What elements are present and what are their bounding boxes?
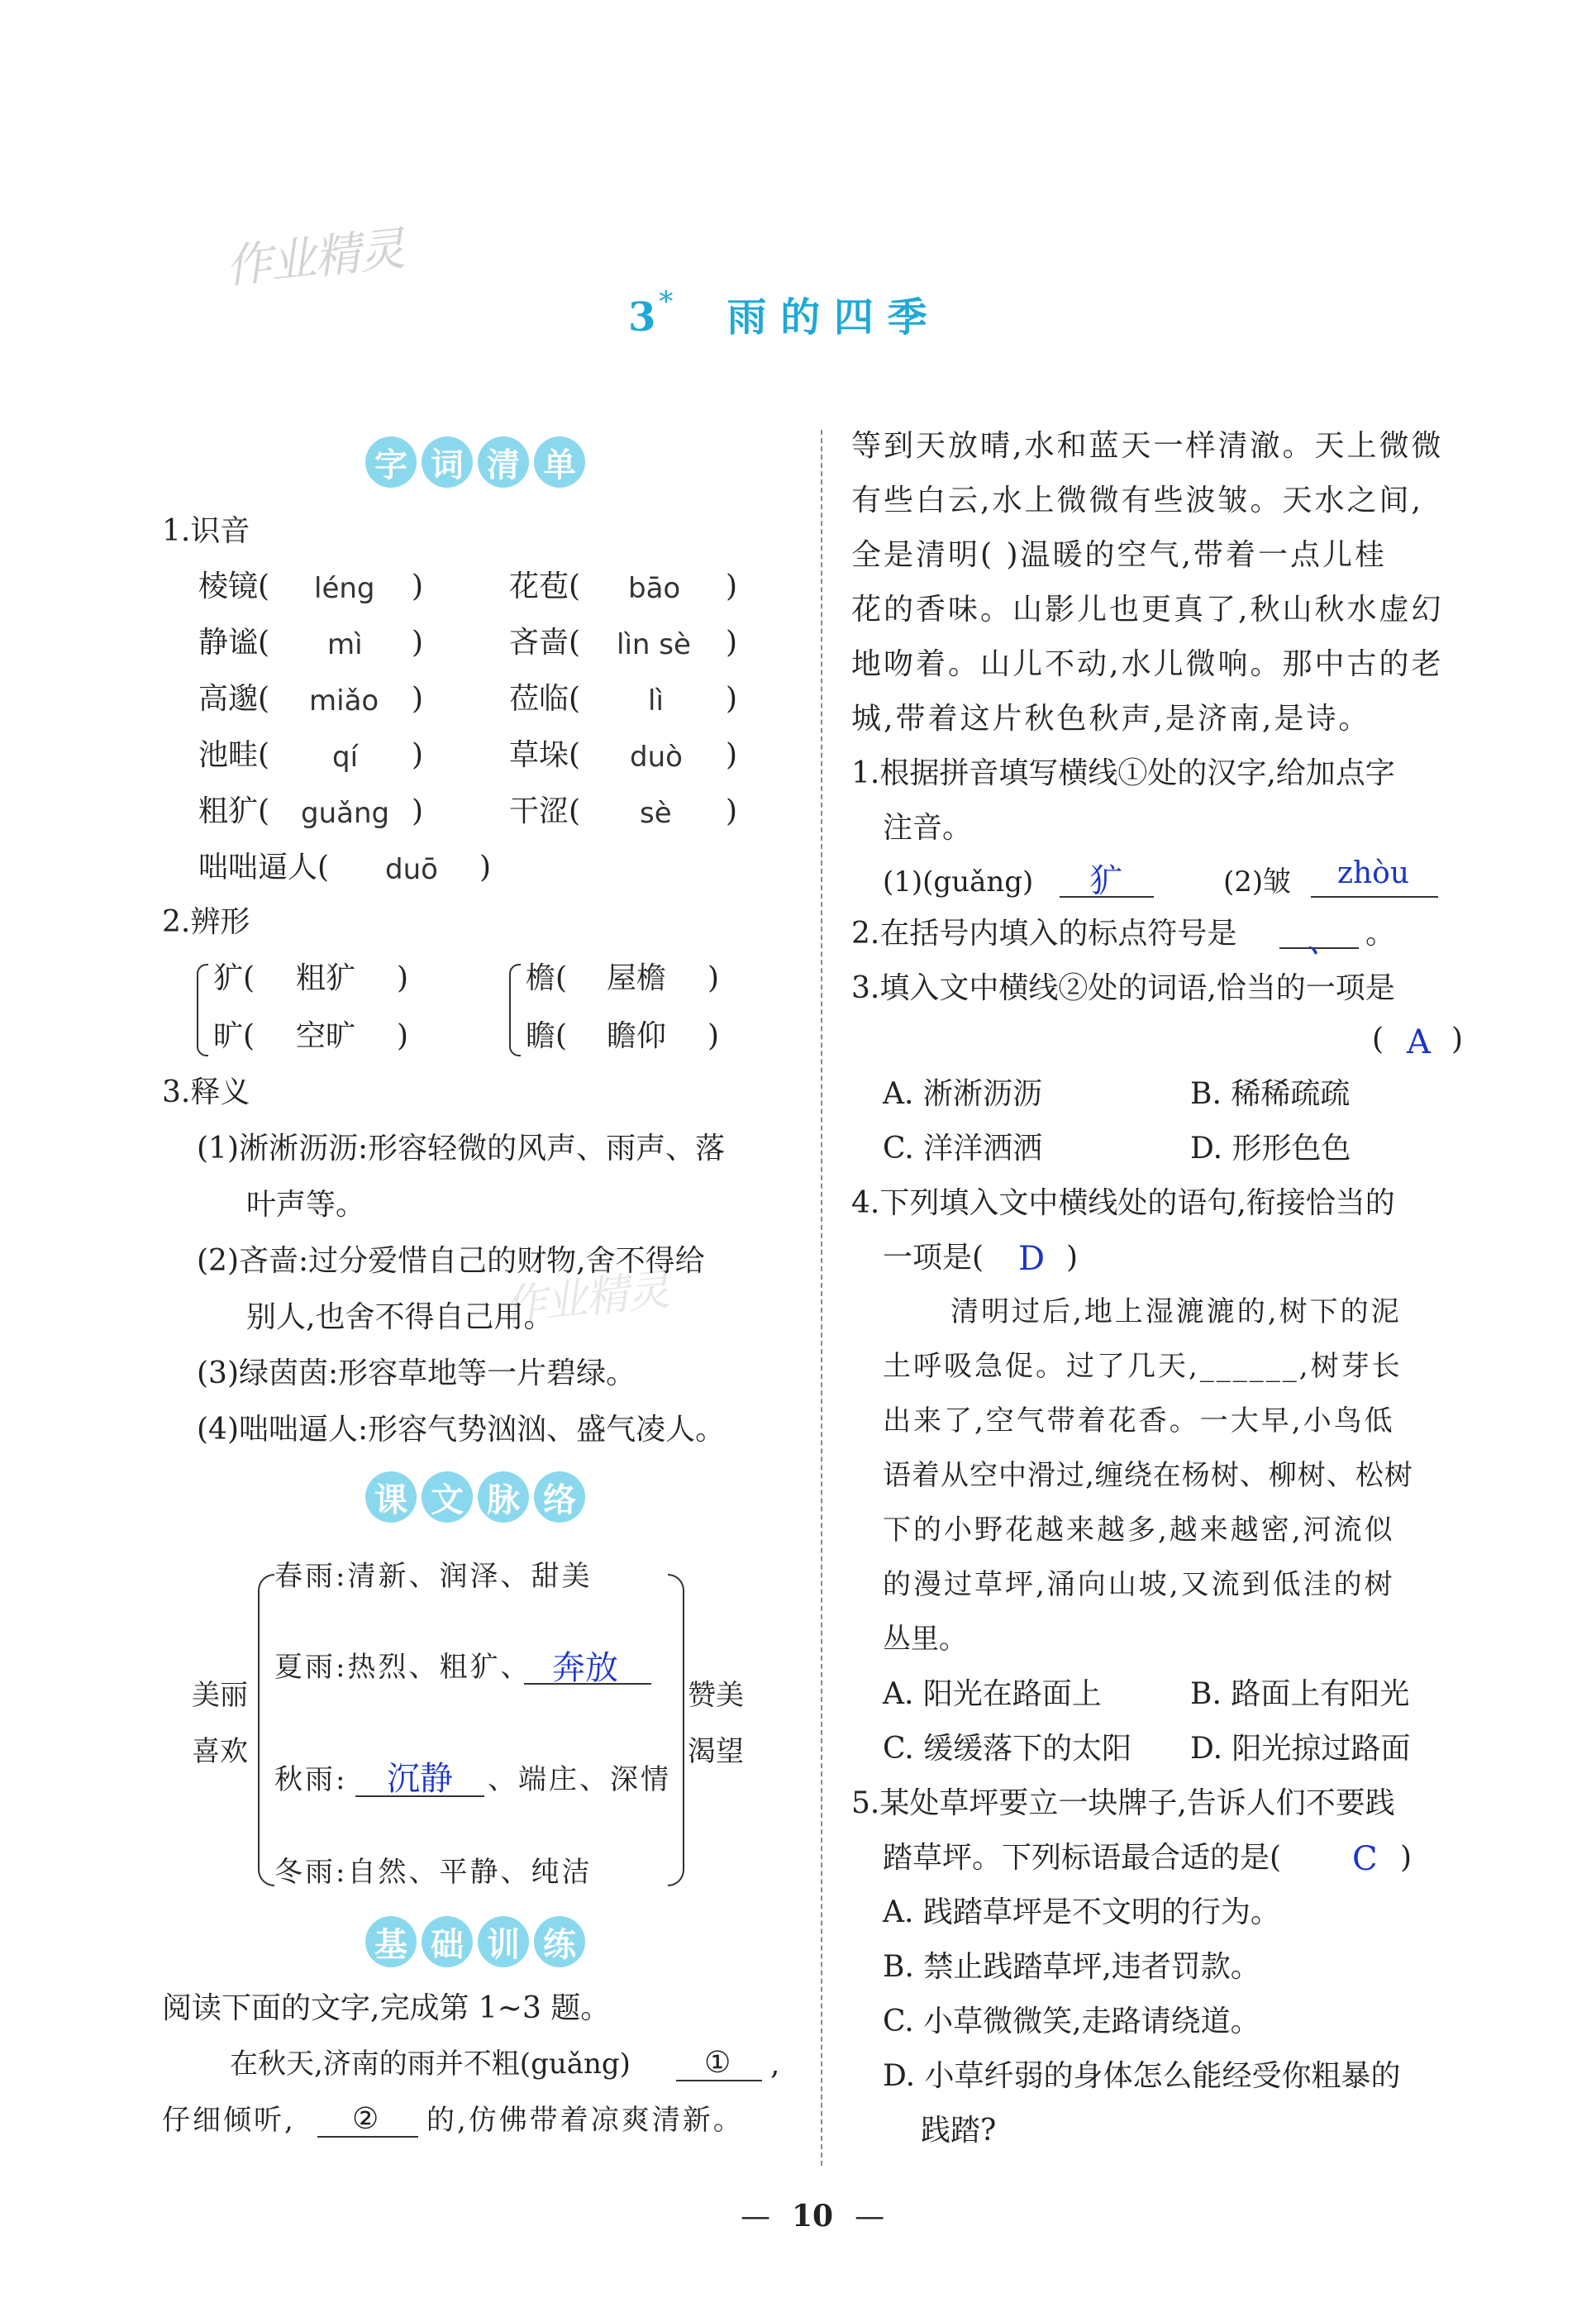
question-5: 5.某处草坪要立一块牌子,告诉人们不要践 <box>851 1786 1395 1820</box>
pron-close: ) <box>412 682 424 716</box>
pron-pinyin: qí <box>332 741 359 774</box>
q5-option-cont: 践踏? <box>921 2114 997 2148</box>
pron-close: ) <box>412 626 424 660</box>
pron-pinyin: léng <box>314 572 375 605</box>
star-mark: * <box>659 285 674 318</box>
q-shiyi: 3.释义 <box>162 1075 250 1109</box>
blank-2-marker: ② <box>352 2102 379 2136</box>
shape-char: 瞻( <box>526 1019 568 1053</box>
pron-word: 静谧( <box>198 626 270 660</box>
q2-answer: 、 <box>1308 922 1341 960</box>
shape-word: 屋檐 <box>607 961 667 995</box>
q4-paren-right: ) <box>1066 1241 1079 1275</box>
pron-word: 草垛( <box>509 738 581 772</box>
blank-1-marker: ① <box>704 2046 731 2080</box>
passage-line-2c: 的,仿佛带着凉爽清新。 <box>426 2104 744 2137</box>
passage-line-1c: , <box>770 2048 780 2081</box>
pron-close: ) <box>726 794 738 828</box>
blank-2 <box>317 2136 418 2138</box>
q3-option: D. 形形色色 <box>1190 1132 1351 1166</box>
pron-pinyin: lìn sè <box>617 628 691 661</box>
pron-word: 高邈( <box>198 682 270 716</box>
map-right-label: 渴望 <box>688 1735 744 1768</box>
section-char: 础 <box>422 1916 473 1967</box>
question-2: 2.在括号内填入的标点符号是 <box>851 917 1237 951</box>
shape-word: 空旷 <box>296 1019 356 1053</box>
q3-paren-left: ( <box>1372 1023 1384 1056</box>
brace-left-1 <box>197 964 208 1056</box>
pron-pinyin: lì <box>648 684 664 718</box>
passage-line: 有些白云,水上微微有些波皱。天水之间, <box>851 484 1423 517</box>
q3-answer: A <box>1407 1023 1431 1061</box>
q1-sub2-blank <box>1311 896 1438 898</box>
map-autumn-pre: 秋雨: <box>274 1763 348 1796</box>
definition-line: (4)咄咄逼人:形容气势汹汹、盛气凌人。 <box>197 1413 726 1447</box>
q5-option: A. 践踏草坪是不文明的行为。 <box>883 1895 1280 1929</box>
pron-word: 池畦( <box>198 738 270 772</box>
section-char: 基 <box>365 1916 417 1967</box>
q2-end: 。 <box>1365 917 1396 951</box>
q1-sub1: (1)(guǎng) <box>883 865 1034 899</box>
question-1: 1.根据拼音填写横线①处的汉字,给加点字 <box>851 756 1395 790</box>
q4-passage-line: 清明过后,地上湿漉漉的,树下的泥 <box>950 1295 1402 1328</box>
q4-option: D. 阳光掠过路面 <box>1190 1732 1411 1766</box>
q3-paren-right: ) <box>1451 1023 1464 1056</box>
pron-close: ) <box>726 626 738 660</box>
definition-line: (2)吝啬:过分爱惜自己的财物,舍不得给 <box>197 1244 705 1278</box>
section-char: 词 <box>422 436 473 488</box>
q4-answer: D <box>1018 1240 1046 1278</box>
passage-line-1a: 在秋天,济南的雨并不粗(guǎng) <box>230 2048 631 2081</box>
q5-paren-right: ) <box>1400 1841 1413 1875</box>
pron-close: ) <box>412 570 424 603</box>
lesson-number: 3 <box>628 294 656 341</box>
shape-char: 旷( <box>213 1019 255 1053</box>
section-char: 清 <box>478 436 529 488</box>
q1-sub1-answer: 犷 <box>1089 862 1122 900</box>
q3-option: B. 稀稀疏疏 <box>1190 1077 1351 1111</box>
lesson-title <box>628 285 927 342</box>
q-bianxing: 2.辨形 <box>162 905 250 939</box>
section-header-zici <box>365 436 585 488</box>
pron-pinyin: duò <box>630 741 683 774</box>
summer-answer: 奔放 <box>552 1649 618 1687</box>
q4-passage-line: 出来了,空气带着花香。一大早,小鸟低 <box>883 1404 1395 1437</box>
q3-option: C. 洋洋洒洒 <box>883 1132 1043 1166</box>
q5-option: C. 小草微微笑,走路请绕道。 <box>883 2005 1260 2038</box>
section-header-kewen <box>365 1471 585 1523</box>
pron-word: 吝啬( <box>509 626 581 660</box>
page-dash-left: — <box>741 2199 770 2234</box>
passage-line: 全是清明( )温暖的空气,带着一点儿桂 <box>851 538 1387 572</box>
watermark-logo-center: 作业精灵 <box>500 1265 671 1333</box>
shape-close: ) <box>707 961 720 995</box>
pron-word: 莅临( <box>509 682 581 716</box>
brace-left-2 <box>509 964 521 1056</box>
section-char: 字 <box>365 436 417 488</box>
definition-line: (1)淅淅沥沥:形容轻微的风声、雨声、落 <box>197 1132 726 1166</box>
pron-pinyin: sè <box>640 797 672 830</box>
section-header-jichu <box>365 1916 585 1967</box>
shape-close: ) <box>397 1019 409 1053</box>
pron-word: 咄咄逼人( <box>198 851 330 884</box>
pron-close: ) <box>412 738 424 772</box>
pron-pinyin: guǎng <box>301 797 390 830</box>
q-shiyin: 1.识音 <box>162 514 250 548</box>
autumn-answer: 沉静 <box>387 1760 453 1798</box>
q4-passage-line: 的漫过草坪,涌向山坡,又流到低洼的树 <box>883 1568 1395 1601</box>
map-left-label: 喜欢 <box>192 1735 248 1768</box>
pron-word: 粗犷( <box>198 794 270 828</box>
pron-pinyin: duō <box>385 853 438 886</box>
map-spring: 春雨:清新、润泽、甜美 <box>274 1560 593 1593</box>
q4-option: C. 缓缓落下的太阳 <box>883 1732 1132 1766</box>
pron-close: ) <box>726 682 738 716</box>
page-dash-right: — <box>855 2199 885 2234</box>
reading-intro: 阅读下面的文字,完成第 1~3 题。 <box>162 1991 611 2025</box>
passage-line: 等到天放晴,水和蓝天一样清澈。天上微微 <box>851 429 1444 463</box>
q4-passage-line: 下的小野花越来越多,越来越密,河流似 <box>883 1514 1395 1547</box>
definition-line: 叶声等。 <box>246 1188 366 1222</box>
watermark-logo: 作业精灵 <box>222 222 407 295</box>
blank-1 <box>676 2080 762 2081</box>
q3-option: A. 淅淅沥沥 <box>883 1077 1042 1111</box>
question-4: 4.下列填入文中横线处的语句,衔接恰当的 <box>851 1186 1395 1220</box>
page-num: 10 <box>792 2199 834 2234</box>
shape-char: 檐( <box>526 961 568 995</box>
map-winter: 冬雨:自然、平静、纯洁 <box>274 1856 593 1889</box>
passage-line: 花的香味。山影儿也更真了,秋山秋水虚幻 <box>851 593 1444 627</box>
map-left-label: 美丽 <box>192 1679 248 1712</box>
question-4-cont: 一项是( <box>883 1241 984 1275</box>
q5-option: D. 小草纤弱的身体怎么能经受你粗暴的 <box>883 2059 1401 2093</box>
q5-answer: C <box>1352 1840 1378 1878</box>
map-brace-right <box>668 1574 684 1886</box>
passage-line-2a: 仔细倾听, <box>162 2104 296 2137</box>
passage-line: 城,带着这片秋色秋声,是济南,是诗。 <box>851 702 1371 736</box>
map-brace-left <box>258 1574 274 1886</box>
pron-pinyin: mì <box>327 628 363 661</box>
section-char: 文 <box>422 1471 473 1523</box>
q4-passage-line: 土呼吸急促。过了几天,______,树芽长 <box>883 1350 1403 1383</box>
q4-passage-line: 语着从空中滑过,缠绕在杨树、柳树、松树 <box>883 1459 1413 1492</box>
shape-close: ) <box>707 1019 720 1053</box>
q5-option: B. 禁止践踏草坪,违者罚款。 <box>883 1950 1260 1984</box>
lesson-title-text: 雨 的 四 季 <box>727 294 927 341</box>
shape-close: ) <box>397 961 409 995</box>
section-char: 络 <box>534 1471 585 1523</box>
section-char: 训 <box>478 1916 529 1967</box>
section-char: 练 <box>534 1916 585 1967</box>
map-autumn-post: 、端庄、深情 <box>488 1763 671 1796</box>
section-char: 脉 <box>478 1471 529 1523</box>
passage-line: 地吻着。山儿不动,水儿微响。那中古的老 <box>851 647 1444 681</box>
definition-line: 别人,也舍不得自己用。 <box>246 1300 554 1334</box>
pron-close: ) <box>412 794 424 828</box>
q1-sub2: (2)皱 <box>1223 865 1292 899</box>
pron-pinyin: miǎo <box>309 684 379 718</box>
q4-passage-line: 丛里。 <box>883 1623 967 1656</box>
pron-close: ) <box>479 851 492 884</box>
page-number <box>741 2199 884 2234</box>
definition-line: (3)绿茵茵:形容草地等一片碧绿。 <box>197 1356 636 1390</box>
question-3: 3.填入文中横线②处的词语,恰当的一项是 <box>851 971 1395 1005</box>
q1-sub2-answer: zhòu <box>1337 856 1410 890</box>
q4-option: B. 路面上有阳光 <box>1190 1677 1410 1711</box>
pron-close: ) <box>726 570 738 603</box>
pron-word: 花苞( <box>509 570 581 603</box>
pron-pinyin: bāo <box>628 572 681 605</box>
column-divider <box>821 430 822 2166</box>
section-char: 单 <box>534 436 585 488</box>
shape-char: 犷( <box>213 961 255 995</box>
pron-close: ) <box>726 738 738 772</box>
pron-word: 棱镜( <box>198 570 270 603</box>
shape-word: 粗犷 <box>296 961 356 995</box>
map-right-label: 赞美 <box>688 1679 744 1712</box>
shape-word: 瞻仰 <box>607 1019 667 1053</box>
pron-word: 干涩( <box>509 794 581 828</box>
question-1-cont: 注音。 <box>883 811 973 845</box>
map-summer: 夏雨:热烈、粗犷、 <box>274 1651 531 1684</box>
section-char: 课 <box>365 1471 417 1523</box>
q4-option: A. 阳光在路面上 <box>883 1677 1102 1711</box>
question-5-cont: 踏草坪。下列标语最合适的是( <box>883 1841 1282 1875</box>
